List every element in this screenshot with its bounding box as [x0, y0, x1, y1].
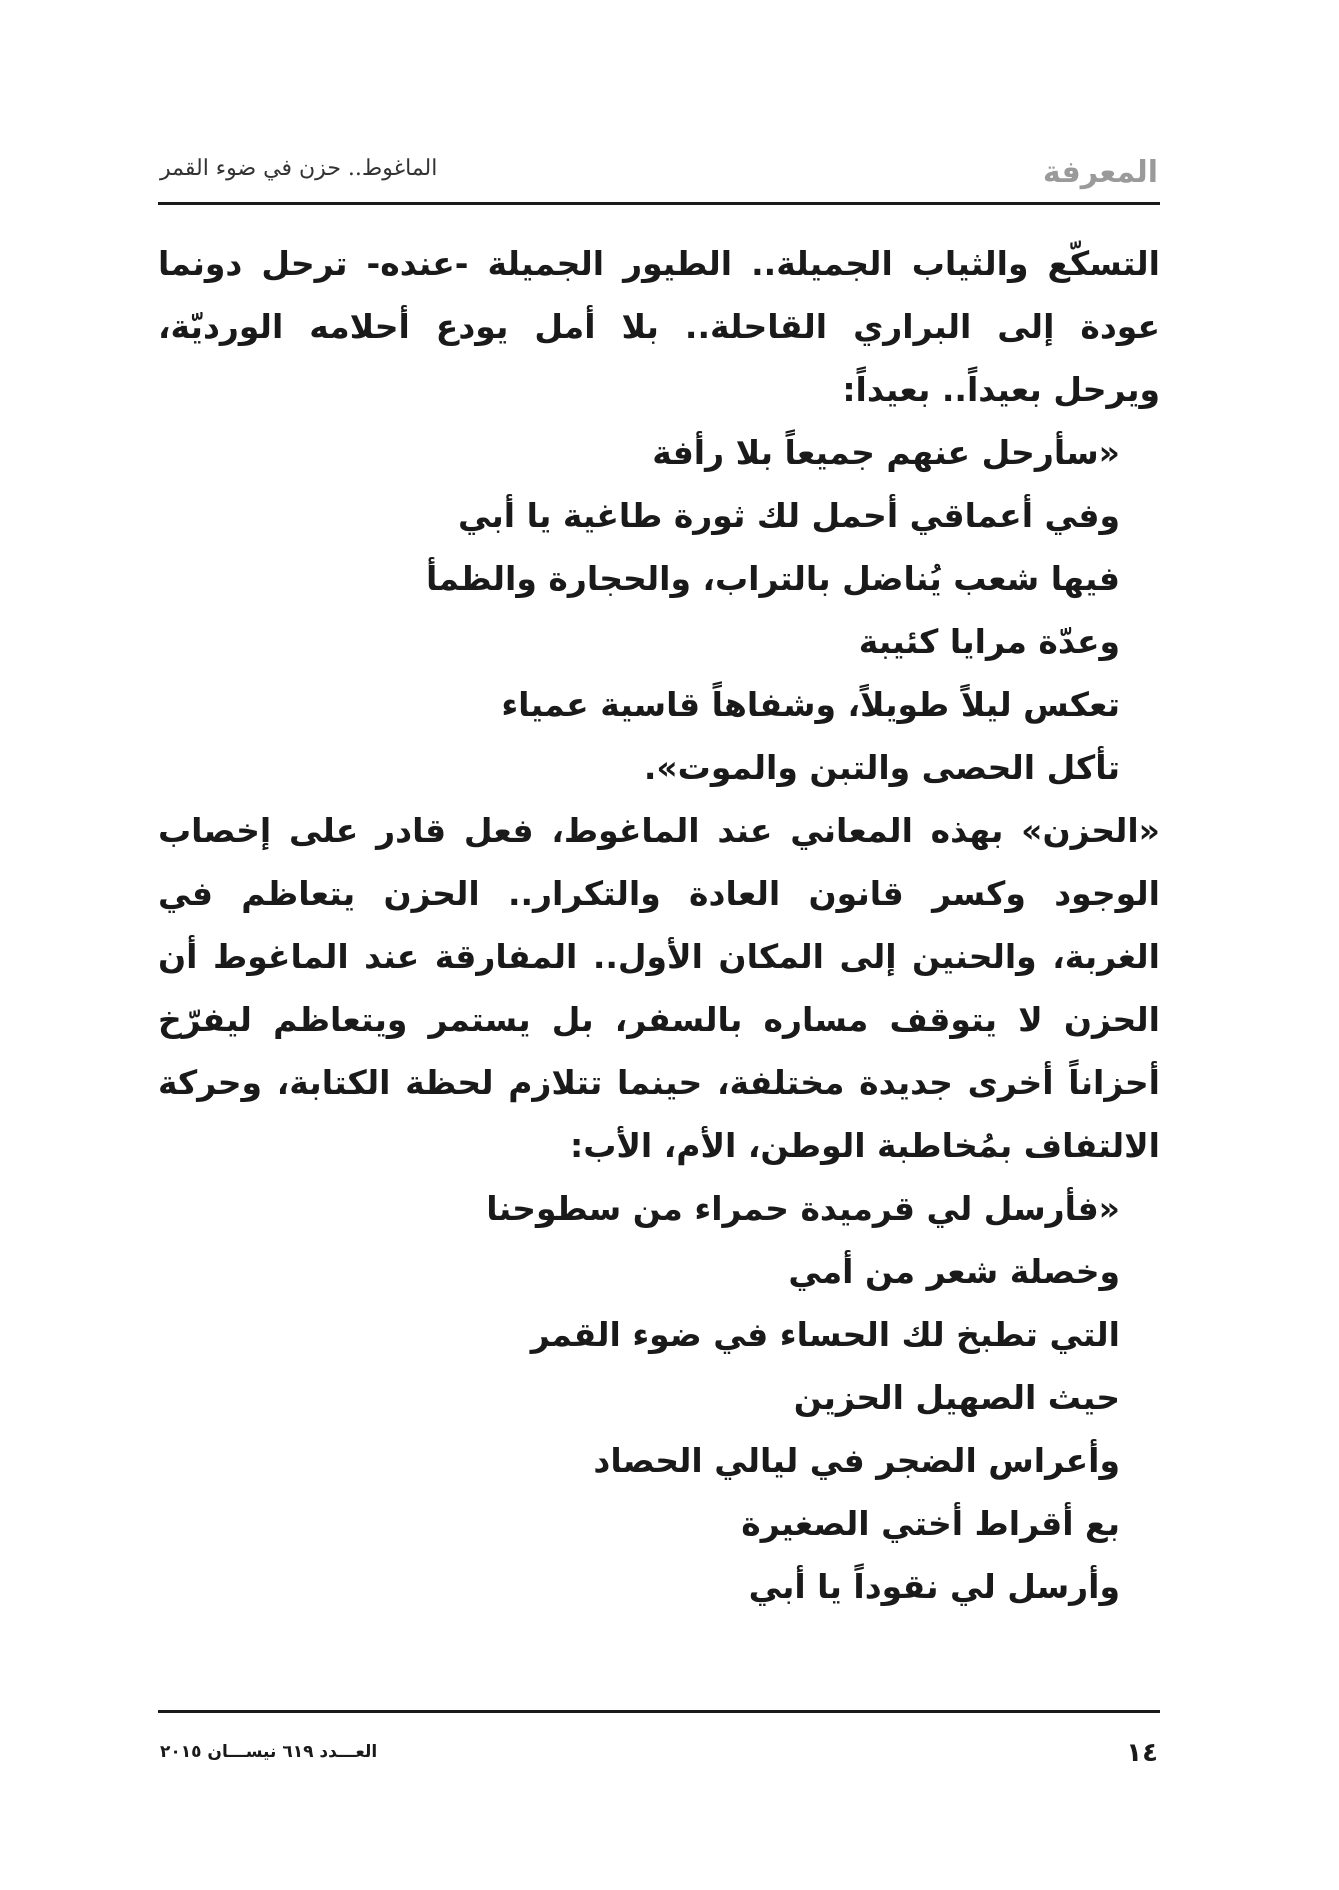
magazine-logo: المعرفة	[1042, 155, 1158, 190]
verse-line: وأرسل لي نقوداً يا أبي	[748, 1567, 1120, 1606]
verse-line: بع أقراط أختي الصغيرة	[741, 1504, 1120, 1543]
paragraph-1: التسكّع والثياب الجميلة.. الطيور الجميلة -عنده- ترحل دونما عودة إلى البراري القاحلة.. بلا أمل يودع أحلامه الورديّة، ويرحل بعيداً.. بعيداً:	[158, 244, 1160, 409]
verse-line: وخصلة شعر من أمي	[788, 1252, 1120, 1291]
verse-line: التي تطبخ لك الحساء في ضوء القمر	[530, 1315, 1120, 1354]
paragraph-2: «الحزن» بهذه المعاني عند الماغوط، فعل قادر على إخصاب الوجود وكسر قانون العادة والتكرار.. الحزن يتعاظم في الغربة، والحنين إلى المكان الأول.. المفارقة عند الماغوط أن الحزن لا يتوقف مساره بالسفر، بل يستمر ويتعاظم ليفرّخ أحزاناً أخرى جديدة مختلفة، حينما تتلازم لحظة الكتابة، وحركة الالتفاف بمُخاطبة الوطن، الأم، الأب:	[158, 811, 1160, 1165]
header-divider	[158, 202, 1160, 205]
verse-line: فيها شعب يُناضل بالتراب، والحجارة والظمأ	[425, 559, 1120, 598]
poem-excerpt-2	[158, 1177, 1160, 1618]
verse-line: حيث الصهيل الحزين	[793, 1378, 1120, 1417]
verse-line: وعدّة مرايا كئيبة	[858, 622, 1120, 661]
footer-divider	[158, 1710, 1160, 1713]
verse-line: «سأرحل عنهم جميعاً بلا رأفة	[652, 433, 1120, 472]
issue-info: العـــدد ٦١٩ نيســـان ٢٠١٥	[160, 1742, 378, 1762]
running-title: الماغوط.. حزن في ضوء القمر	[160, 156, 438, 181]
page-footer	[158, 1738, 1160, 1778]
page-number: ١٤	[1126, 1738, 1158, 1768]
page-header	[158, 140, 1160, 200]
poem-excerpt-1	[158, 421, 1160, 799]
verse-line: وفي أعماقي أحمل لك ثورة طاغية يا أبي	[457, 496, 1120, 535]
verse-line: وأعراس الضجر في ليالي الحصاد	[593, 1441, 1120, 1480]
verse-line: «فأرسل لي قرميدة حمراء من سطوحنا	[486, 1189, 1120, 1228]
verse-line: تأكل الحصى والتبن والموت».	[643, 748, 1120, 787]
article-body	[158, 232, 1160, 1618]
verse-line: تعكس ليلاً طويلاً، وشفاهاً قاسية عمياء	[501, 685, 1120, 724]
